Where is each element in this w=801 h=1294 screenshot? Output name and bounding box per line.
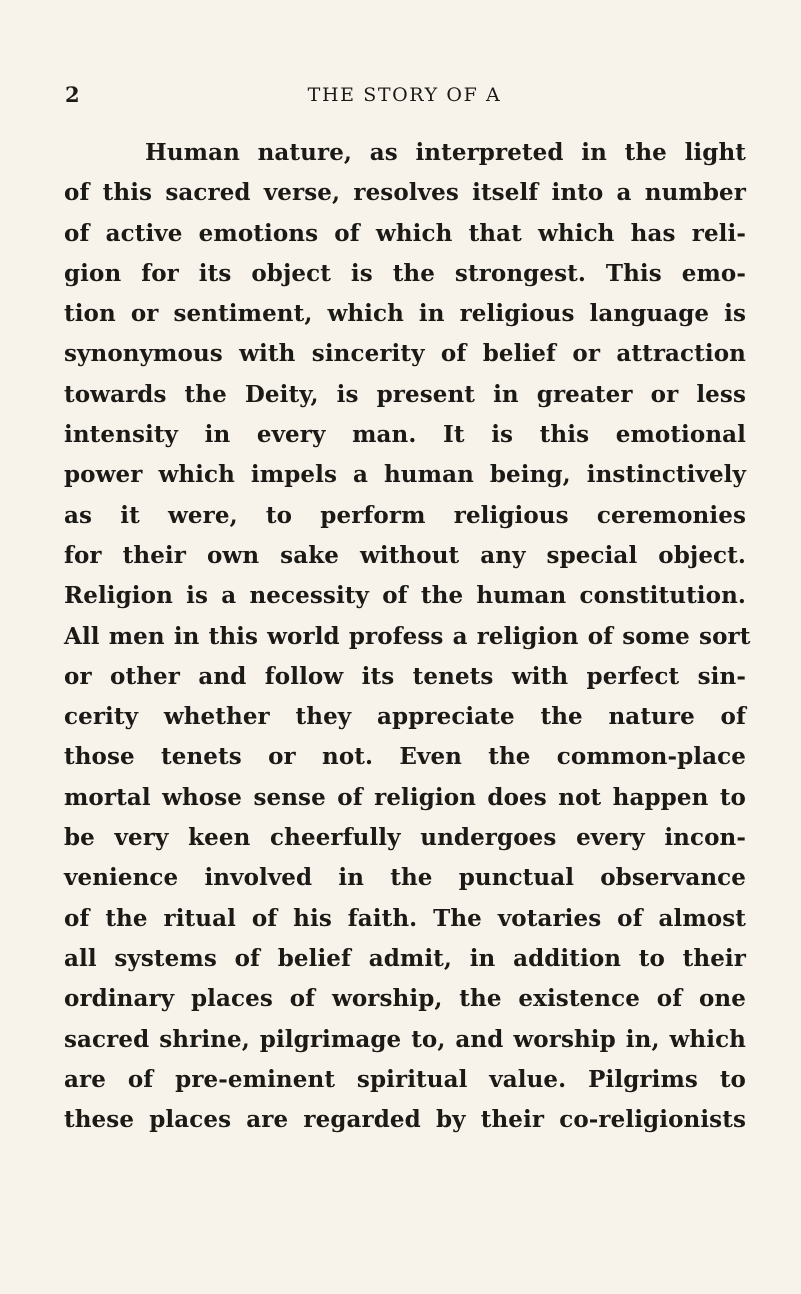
body-paragraph — [64, 139, 751, 1146]
text-line: mortal whose sense of religion does not happen to — [64, 783, 746, 811]
text-line: All men in this world profess a religion of some sort — [64, 622, 751, 650]
text-line: for their own sake without any special object. — [64, 541, 746, 569]
running-head — [64, 82, 737, 112]
text-line: ordinary places of worship, the existence of one — [64, 985, 746, 1013]
text-line: gion for its object is the strongest. This emo- — [64, 259, 746, 287]
running-title: THE STORY OF A — [307, 84, 502, 106]
text-line: tion or sentiment, which in religious language is — [64, 300, 746, 328]
text-line: these places are regarded by their co-religionists — [64, 1106, 746, 1134]
text-line: all systems of belief admit, in addition to their — [64, 944, 746, 972]
text-line: synonymous with sincerity of belief or attraction — [64, 340, 746, 368]
text-line: cerity whether they appreciate the nature of — [64, 703, 746, 731]
text-line: as it were, to perform religious ceremonies — [64, 501, 746, 529]
text-line: of the ritual of his faith. The votaries of almost — [64, 904, 746, 932]
text-line: sacred shrine, pilgrimage to, and worship in, which — [64, 1025, 746, 1053]
text-line: those tenets or not. Even the common-place — [64, 743, 746, 771]
text-line: or other and follow its tenets with perfect sin- — [64, 662, 746, 690]
text-line: Religion is a necessity of the human constitution. — [64, 582, 746, 610]
text-line: power which impels a human being, instinctively — [64, 461, 746, 489]
page-number: 2 — [65, 82, 80, 107]
text-line: intensity in every man. It is this emotional — [64, 421, 746, 449]
text-line: Human nature, as interpreted in the light — [145, 139, 746, 166]
text-line: be very keen cheerfully undergoes every incon- — [64, 824, 746, 852]
text-line: are of pre-eminent spiritual value. Pilgrims to — [64, 1065, 746, 1093]
text-line: towards the Deity, is present in greater or less — [64, 380, 746, 408]
text-line: venience involved in the punctual observance — [64, 864, 746, 892]
text-line: of active emotions of which that which has reli- — [64, 219, 746, 247]
text-line: of this sacred verse, resolves itself into a number — [64, 179, 746, 207]
